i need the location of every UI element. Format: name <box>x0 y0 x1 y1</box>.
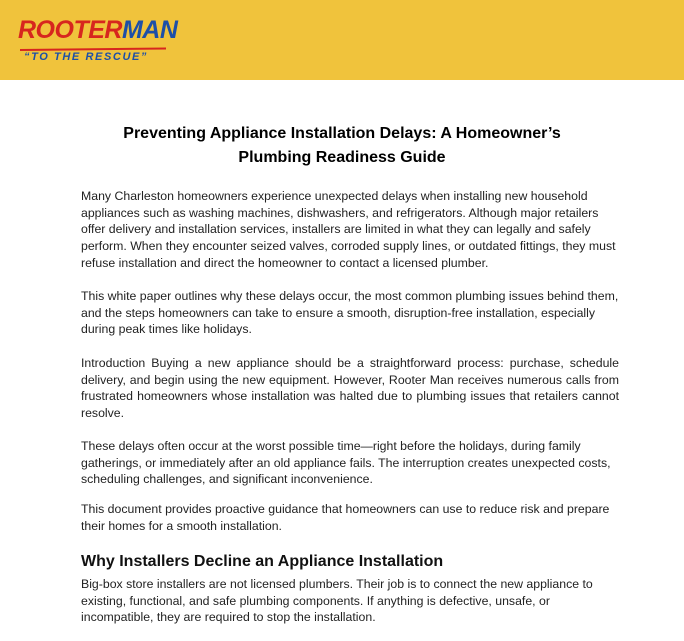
rooter-man-logo <box>18 16 178 68</box>
document-title <box>60 122 624 170</box>
paragraph-guidance: This document provides proactive guidance that homeowners can use to reduce risk and prepare their homes for a smooth installation. <box>81 502 610 533</box>
header-banner <box>0 0 684 80</box>
paragraph-overview: This white paper outlines why these delays occur, the most common plumbing issues behind them, and the steps homeowners can take to ensure a smooth, disruption-free installation, especially during peak times like holidays. <box>81 289 619 337</box>
paragraph-delays: These delays often occur at the worst possible time—right before the holidays, during family gatherings, or immediately after an old appliance fails. The interruption creates unexpected costs, scheduling challenges, and significant inconvenience. <box>81 439 611 487</box>
paragraph-installers: Big-box store installers are not licensed plumbers. Their job is to connect the new appliance to existing, functional, and safe plumbing components. If anything is defective, unsafe, or incompatible, they are required to stop the installation. <box>81 577 593 625</box>
logo-wordmark <box>18 16 177 44</box>
paragraph-intro: Many Charleston homeowners experience unexpected delays when installing new household appliances such as washing machines, dishwashers, and refrigerators. Although major retailers offer delivery and installation services, installers are limited in what they can legally and safely perform. When they encounter seized valves, corroded supply lines, or outdated fittings, they must refuse installation and direct the homeowner to contact a licensed plumber. <box>81 189 616 270</box>
logo-word-man: MAN <box>121 16 178 44</box>
logo-tagline: “TO THE RESCUE” <box>24 51 149 63</box>
section-heading: Why Installers Decline an Appliance Installation <box>81 553 444 570</box>
title-line-2: Plumbing Readiness Guide <box>238 149 446 166</box>
logo-word-rooter: ROOTER <box>18 16 122 44</box>
title-line-1: Preventing Appliance Installation Delays: A Homeowner’s <box>123 125 561 142</box>
paragraph-introduction: Introduction Buying a new appliance should be a straightforward process: purchase, schedule delivery, and begin using the new equipment. However, Rooter Man receives numerous calls from frustrated homeowners whose installation was halted due to plumbing issues that retailers cannot resolve. <box>81 356 619 421</box>
